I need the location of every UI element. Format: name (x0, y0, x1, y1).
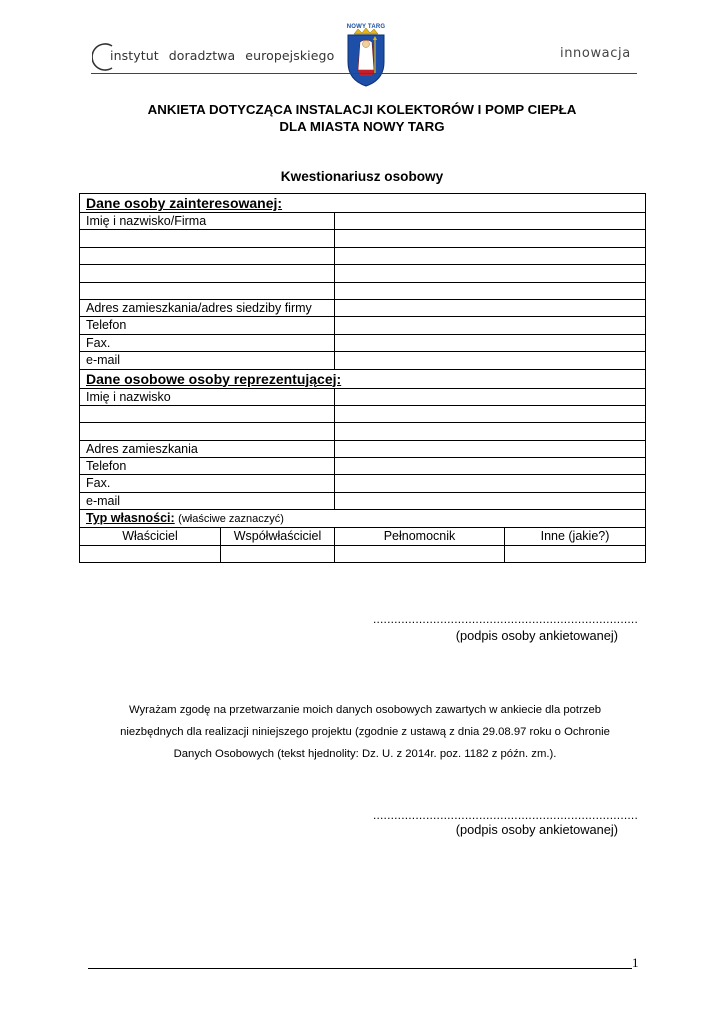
field-input-name-3[interactable] (335, 423, 646, 440)
field-label-email: e-mail (80, 352, 335, 369)
blank-cell (80, 265, 335, 282)
coat-of-arms-icon (340, 24, 392, 88)
ownership-label-text: Typ własności: (86, 511, 175, 526)
field-label-address: Adres zamieszkania (80, 440, 335, 457)
consent-line-3: Danych Osobowych (tekst hjednolity: Dz. U. z 2014r. poz. 1182 z późn. zm.). (173, 748, 557, 760)
ownership-option-other: Inne (jakie?) (505, 528, 646, 545)
field-label-fax: Fax. (80, 334, 335, 351)
consent-line-2: niezbędnych dla realizacji niniejszego projektu (zgodnie z ustawą z dnia 29.08.97 roku o Ochronie (120, 726, 610, 738)
field-label-name-firm: Imię i nazwisko/Firma (80, 213, 335, 230)
ownership-option-proxy: Pełnomocnik (335, 528, 505, 545)
blank-cell (80, 282, 335, 299)
consent-line-1: Wyrażam zgodę na przetwarzanie moich danych osobowych zawartych w ankiecie dla potrzeb (128, 704, 602, 716)
signature-line-2[interactable]: ........................................................................... (372, 808, 638, 822)
document-title-line1: ANKIETA DOTYCZĄCA INSTALACJI KOLEKTORÓW I POMP CIEPŁA (147, 102, 577, 117)
field-label-address-firm: Adres zamieszkania/adres siedziby firmy (80, 299, 335, 316)
org-word-2: doradztwa (168, 48, 236, 63)
table-row (80, 213, 646, 230)
blank-cell (80, 405, 335, 422)
section-header-row (80, 369, 646, 388)
signature-label-1: (podpis osoby ankietowanej) (455, 628, 618, 643)
consent-statement (95, 699, 635, 765)
table-row (80, 334, 646, 351)
table-row (80, 265, 646, 282)
document-title-line2: DLA MIASTA NOWY TARG (279, 119, 445, 134)
ownership-header-row (80, 510, 646, 528)
field-input-name-firm-2[interactable] (335, 230, 646, 247)
ownership-type-label (80, 510, 646, 528)
header-divider (91, 73, 637, 74)
field-input-address-firm[interactable] (335, 299, 646, 316)
field-label-fax-2: Fax. (80, 475, 335, 492)
field-input-email-2[interactable] (335, 492, 646, 509)
table-row (80, 247, 646, 264)
table-row (80, 440, 646, 457)
field-input-fax[interactable] (335, 334, 646, 351)
table-row (80, 317, 646, 334)
field-input-fax-2[interactable] (335, 475, 646, 492)
blank-cell (80, 247, 335, 264)
crest-label: NOWY TARG (346, 24, 386, 30)
section-title-applicant: Dane osoby zainteresowanej: (80, 194, 646, 213)
field-input-name-firm-3[interactable] (335, 247, 646, 264)
ownership-options-row (80, 528, 646, 545)
table-row (80, 405, 646, 422)
field-input-name-firm[interactable] (335, 213, 646, 230)
table-row (80, 388, 646, 405)
field-input-name-firm-4[interactable] (335, 265, 646, 282)
table-row (80, 352, 646, 369)
table-row (80, 299, 646, 316)
org-word-1: instytut (110, 48, 159, 63)
field-label-phone: Telefon (80, 317, 335, 334)
ownership-note: (właściwe zaznaczyć) (178, 513, 284, 526)
field-input-name-firm-5[interactable] (335, 282, 646, 299)
ownership-option-owner: Właściciel (80, 528, 221, 545)
signature-line-1[interactable]: ........................................................................... (372, 612, 638, 626)
field-input-phone[interactable] (335, 317, 646, 334)
field-label-name: Imię i nazwisko (80, 388, 335, 405)
city-crest (340, 24, 392, 88)
ownership-mark-co-owner[interactable] (221, 545, 335, 562)
form-subtitle: Kwestionariusz osobowy (280, 169, 444, 184)
section-title-representative: Dane osobowe osoby reprezentującej: (80, 369, 646, 388)
footer-divider (88, 968, 632, 969)
field-label-email-2: e-mail (80, 492, 335, 509)
table-row (80, 423, 646, 440)
blank-cell (80, 423, 335, 440)
table-row (80, 458, 646, 475)
field-input-email[interactable] (335, 352, 646, 369)
table-row (80, 475, 646, 492)
field-label-phone-2: Telefon (80, 458, 335, 475)
org-logo (92, 40, 335, 74)
field-input-name[interactable] (335, 388, 646, 405)
org-name (110, 48, 344, 63)
blank-cell (80, 230, 335, 247)
ownership-mark-other[interactable] (505, 545, 646, 562)
table-row (80, 492, 646, 509)
questionnaire-table (79, 193, 646, 563)
field-input-phone-2[interactable] (335, 458, 646, 475)
ownership-mark-proxy[interactable] (335, 545, 505, 562)
table-row (80, 230, 646, 247)
table-row (80, 282, 646, 299)
page-number: 1 (632, 955, 639, 970)
ownership-mark-owner[interactable] (80, 545, 221, 562)
ownership-mark-row (80, 545, 646, 562)
ownership-option-co-owner: Współwłaściciel (221, 528, 335, 545)
header-tagline: innowacja (560, 46, 631, 61)
section-header-row (80, 194, 646, 213)
signature-label-2: (podpis osoby ankietowanej) (455, 822, 618, 837)
field-input-name-2[interactable] (335, 405, 646, 422)
field-input-address[interactable] (335, 440, 646, 457)
org-word-3: europejskiego (245, 48, 335, 63)
